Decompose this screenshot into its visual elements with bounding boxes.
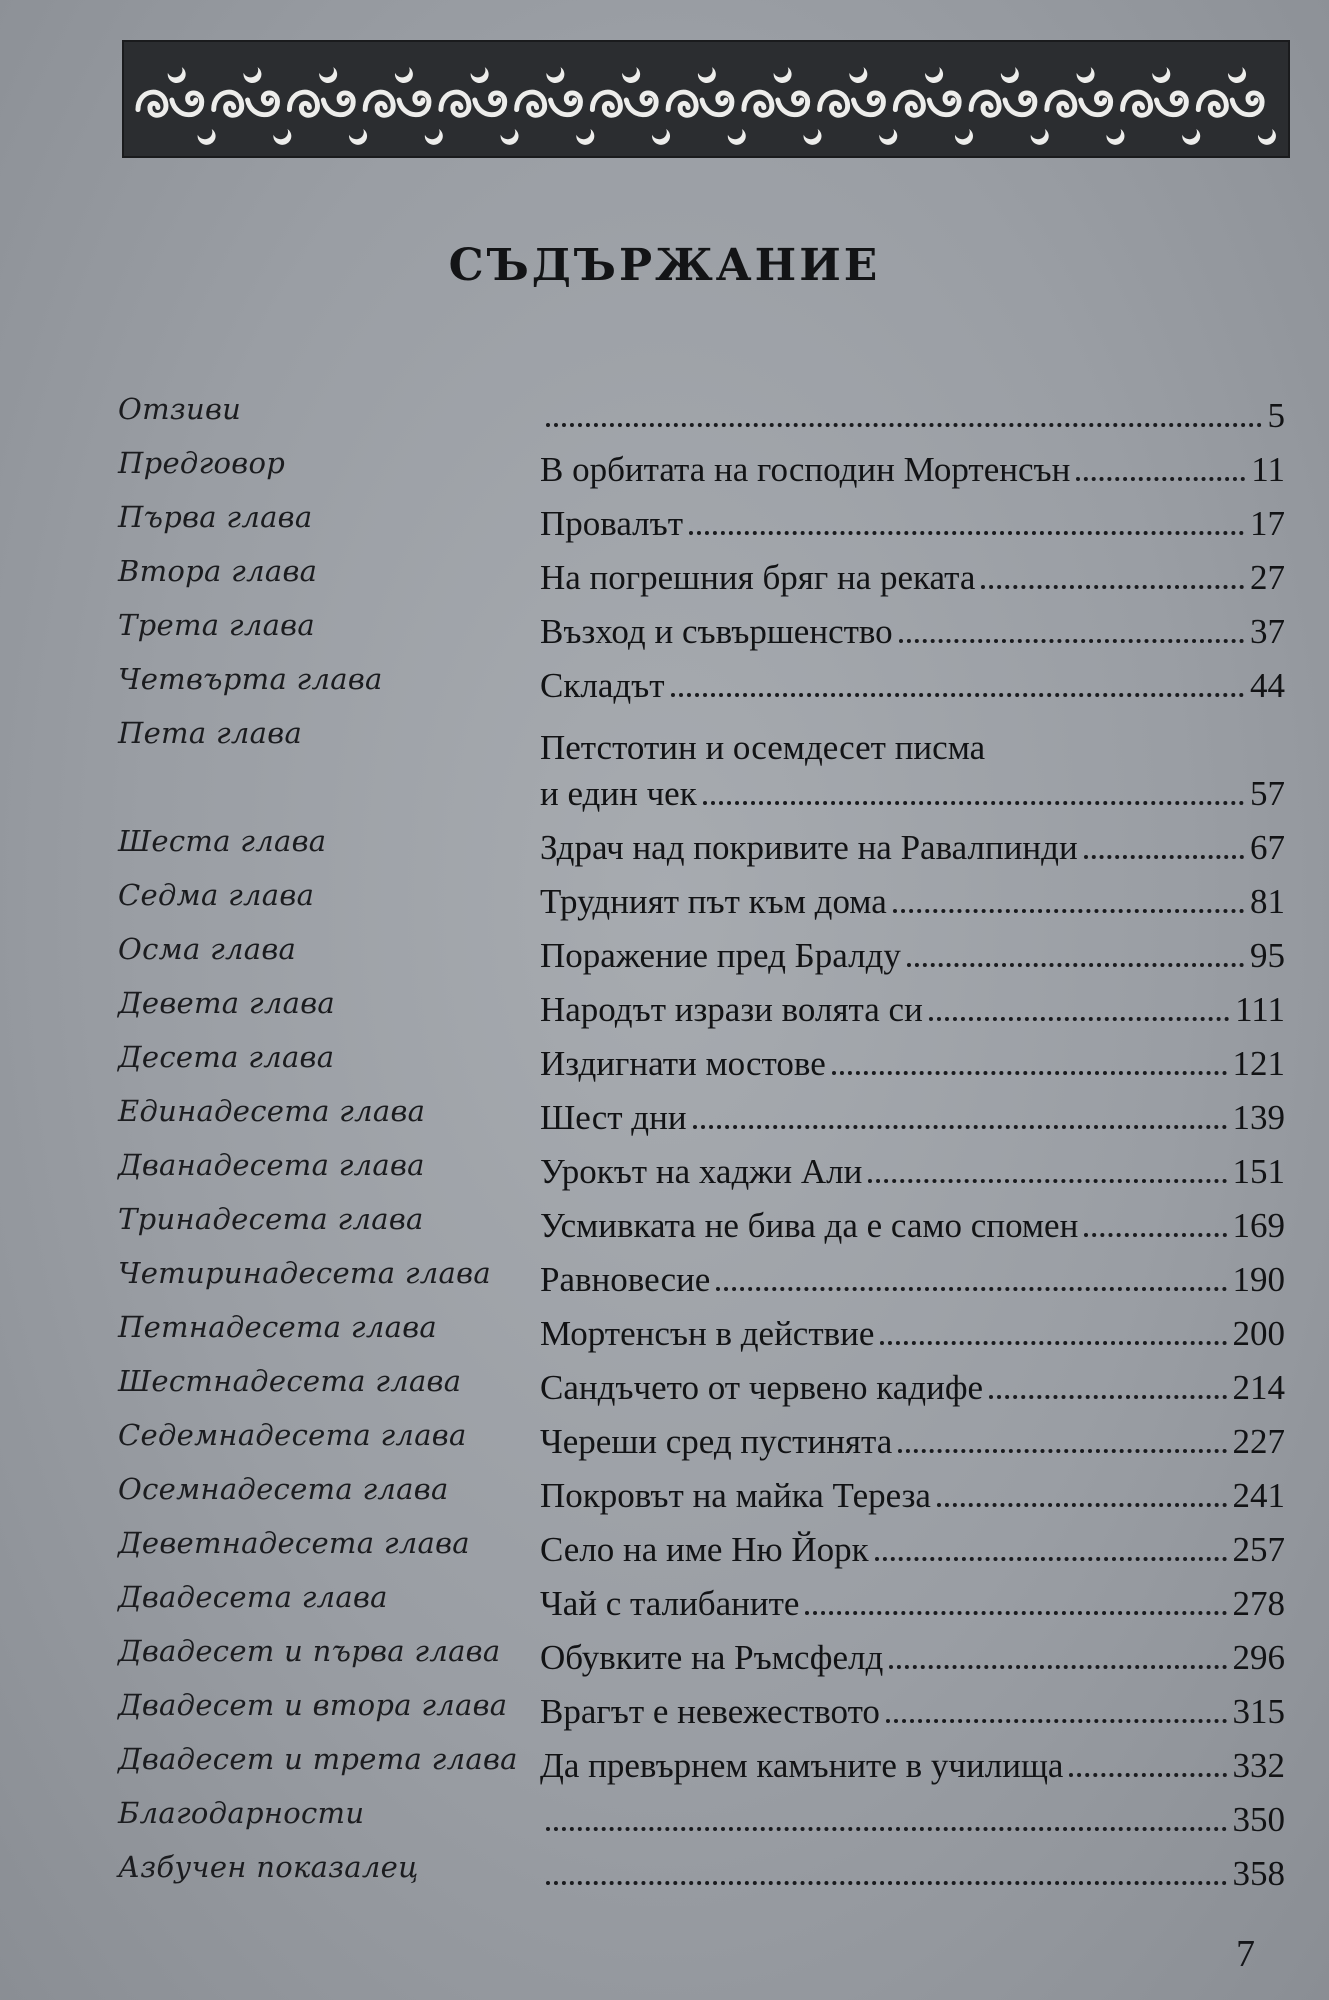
dot-leader bbox=[907, 963, 1244, 967]
dot-leader bbox=[703, 801, 1244, 805]
toc-page-number: 11 bbox=[1251, 450, 1285, 489]
toc-entry bbox=[540, 1632, 1285, 1678]
dot-leader bbox=[805, 1611, 1226, 1615]
toc-chapter-label: Двадесет и втора глава bbox=[118, 1688, 508, 1722]
toc-row bbox=[0, 1358, 1329, 1412]
toc-entry-title: Здрач над покривите на Равалпинди bbox=[540, 828, 1078, 867]
toc-entry-title: Провалът bbox=[540, 504, 684, 543]
toc-row bbox=[0, 1790, 1329, 1844]
dot-leader bbox=[546, 1827, 1227, 1831]
toc-entry bbox=[540, 1416, 1285, 1462]
toc-page-number: 17 bbox=[1250, 504, 1285, 543]
toc-row bbox=[0, 656, 1329, 710]
toc-chapter-label: Двадесета глава bbox=[118, 1580, 388, 1614]
toc-page-number: 315 bbox=[1232, 1692, 1285, 1731]
toc-entry-title-line1: Петстотин и осемдесет писма bbox=[540, 728, 986, 767]
toc-row bbox=[0, 386, 1329, 440]
toc-row bbox=[0, 1088, 1329, 1142]
dot-leader bbox=[929, 1017, 1229, 1021]
toc-page-number: 350 bbox=[1232, 1800, 1285, 1839]
toc-row bbox=[0, 1142, 1329, 1196]
toc-page-number: 332 bbox=[1232, 1746, 1285, 1785]
toc-row bbox=[0, 1034, 1329, 1088]
toc-entry bbox=[540, 1200, 1285, 1246]
toc-chapter-label: Втора глава bbox=[118, 554, 318, 588]
toc-page-number: 200 bbox=[1232, 1314, 1285, 1353]
toc-entry bbox=[540, 1740, 1285, 1786]
toc-entry-title: Сандъчето от червено кадифе bbox=[540, 1368, 984, 1407]
toc-entry-title: Чай с талибаните bbox=[540, 1584, 800, 1623]
page-title: СЪДЪРЖАНИЕ bbox=[448, 240, 881, 291]
toc-chapter-label: Благодарности bbox=[118, 1796, 365, 1830]
toc-chapter-label: Седма глава bbox=[118, 878, 315, 912]
toc-entry bbox=[540, 660, 1285, 706]
toc-row bbox=[0, 1628, 1329, 1682]
dot-leader bbox=[1084, 1233, 1226, 1237]
toc-page-number: 37 bbox=[1250, 612, 1285, 651]
toc-entry bbox=[540, 1470, 1285, 1516]
toc-entry-title: Шест дни bbox=[540, 1098, 687, 1137]
toc-page-number: 5 bbox=[1267, 396, 1285, 435]
toc-page-number: 151 bbox=[1232, 1152, 1285, 1191]
toc-page-number: 190 bbox=[1232, 1260, 1285, 1299]
toc-row bbox=[0, 1844, 1329, 1898]
toc-entry-title: Покровът на майка Тереза bbox=[540, 1476, 931, 1515]
dot-leader bbox=[898, 1449, 1226, 1453]
toc-row bbox=[0, 602, 1329, 656]
toc-row bbox=[0, 1196, 1329, 1250]
page-number: 7 bbox=[1236, 1933, 1255, 1975]
dot-leader bbox=[689, 531, 1244, 535]
toc-row bbox=[0, 710, 1329, 818]
toc-entry bbox=[540, 1362, 1285, 1408]
toc-entry bbox=[540, 930, 1285, 976]
toc-entry bbox=[540, 498, 1285, 544]
toc-chapter-label: Десета глава bbox=[118, 1040, 335, 1074]
toc-entry bbox=[540, 1848, 1285, 1894]
dot-leader bbox=[1076, 477, 1245, 481]
dot-leader bbox=[886, 1719, 1227, 1723]
toc-row bbox=[0, 1304, 1329, 1358]
dot-leader bbox=[880, 1341, 1226, 1345]
toc-entry bbox=[540, 1038, 1285, 1084]
toc-chapter-label: Четиринадесета глава bbox=[118, 1256, 491, 1290]
toc-page-number: 358 bbox=[1232, 1854, 1285, 1893]
toc-entry-title: Обувките на Ръмсфелд bbox=[540, 1638, 884, 1677]
toc-entry-title: Усмивката не бива да е само спомен bbox=[540, 1206, 1079, 1245]
toc-row bbox=[0, 1736, 1329, 1790]
toc-entry-title: Мортенсън в действие bbox=[540, 1314, 875, 1353]
toc-page-number: 227 bbox=[1232, 1422, 1285, 1461]
toc-entry bbox=[540, 1092, 1285, 1138]
toc-chapter-label: Осма глава bbox=[118, 932, 297, 966]
toc-row bbox=[0, 980, 1329, 1034]
toc-page-number: 95 bbox=[1250, 936, 1285, 975]
toc-page-number: 27 bbox=[1250, 558, 1285, 597]
toc-entry-title: Урокът на хаджи Али bbox=[540, 1152, 863, 1191]
toc-row bbox=[0, 1682, 1329, 1736]
toc-entry bbox=[540, 1524, 1285, 1570]
toc-chapter-label: Шестнадесета глава bbox=[118, 1364, 462, 1398]
dot-leader bbox=[981, 585, 1244, 589]
toc-row bbox=[0, 818, 1329, 872]
toc-entry-title: Равновесие bbox=[540, 1260, 711, 1299]
dot-leader bbox=[868, 1179, 1226, 1183]
toc-chapter-label: Седемнадесета глава bbox=[118, 1418, 467, 1452]
toc-row bbox=[0, 1250, 1329, 1304]
toc-entry-title: Трудният път към дома bbox=[540, 882, 887, 921]
toc-chapter-label: Предговор bbox=[118, 446, 286, 480]
dot-leader bbox=[832, 1071, 1227, 1075]
toc-entry-title: Село на име Ню Йорк bbox=[540, 1530, 869, 1569]
toc-page-number: 278 bbox=[1232, 1584, 1285, 1623]
toc-chapter-label: Двадесет и първа глава bbox=[118, 1634, 501, 1668]
dot-leader bbox=[693, 1125, 1227, 1129]
toc-chapter-label: Първа глава bbox=[118, 500, 313, 534]
dot-leader bbox=[899, 639, 1244, 643]
toc-page-number: 81 bbox=[1250, 882, 1285, 921]
toc-row bbox=[0, 440, 1329, 494]
dot-leader bbox=[1069, 1773, 1226, 1777]
toc-page-number: 121 bbox=[1232, 1044, 1285, 1083]
toc-entry bbox=[540, 1686, 1285, 1732]
toc-entry bbox=[540, 444, 1285, 490]
toc-entry-title: Поражение пред Бралду bbox=[540, 936, 901, 975]
toc-entry bbox=[540, 984, 1285, 1030]
toc-entry bbox=[540, 714, 1285, 814]
toc-chapter-label: Деветнадесета глава bbox=[118, 1526, 470, 1560]
toc-entry-title: Възход и съвършенство bbox=[540, 612, 893, 651]
toc-entry bbox=[540, 1308, 1285, 1354]
dot-leader bbox=[716, 1287, 1226, 1291]
toc-row bbox=[0, 1520, 1329, 1574]
dot-leader bbox=[989, 1395, 1226, 1399]
toc-page-number: 257 bbox=[1232, 1530, 1285, 1569]
toc-entry-title: Череши сред пустинята bbox=[540, 1422, 893, 1461]
toc-entry-title: Издигнати мостове bbox=[540, 1044, 826, 1083]
dot-leader bbox=[893, 909, 1244, 913]
toc-chapter-label: Шеста глава bbox=[118, 824, 327, 858]
dot-leader bbox=[937, 1503, 1227, 1507]
toc-chapter-label: Петнадесета глава bbox=[118, 1310, 437, 1344]
dot-leader bbox=[889, 1665, 1226, 1669]
toc-page-number: 111 bbox=[1235, 990, 1285, 1029]
toc-entry-title: Врагът е невежеството bbox=[540, 1692, 880, 1731]
toc-entry bbox=[540, 876, 1285, 922]
toc-row bbox=[0, 548, 1329, 602]
toc-row bbox=[0, 872, 1329, 926]
toc-entry-title: Народът изрази волята си bbox=[540, 990, 923, 1029]
toc-page-number: 296 bbox=[1232, 1638, 1285, 1677]
toc-row bbox=[0, 926, 1329, 980]
toc-entry bbox=[540, 1578, 1285, 1624]
toc-page-number: 57 bbox=[1250, 774, 1285, 813]
toc-entry bbox=[540, 1254, 1285, 1300]
dot-leader bbox=[875, 1557, 1227, 1561]
toc-entry bbox=[540, 1794, 1285, 1840]
toc-entry-title: Да превърнем камъните в училища bbox=[540, 1746, 1064, 1785]
toc-chapter-label: Трета глава bbox=[118, 608, 315, 642]
toc-row bbox=[0, 1466, 1329, 1520]
toc-chapter-label: Дванадесета глава bbox=[118, 1148, 425, 1182]
dot-leader bbox=[671, 693, 1244, 697]
toc-page-number: 169 bbox=[1232, 1206, 1285, 1245]
toc-chapter-label: Четвърта глава bbox=[118, 662, 383, 696]
toc-chapter-label: Девета глава bbox=[118, 986, 335, 1020]
toc-entry-title: Складът bbox=[540, 666, 665, 705]
toc-entry bbox=[540, 552, 1285, 598]
toc-entry bbox=[540, 390, 1285, 436]
dot-leader bbox=[546, 1881, 1227, 1885]
dot-leader bbox=[546, 423, 1262, 427]
toc-chapter-label: Отзиви bbox=[118, 392, 242, 426]
toc-entry bbox=[540, 822, 1285, 868]
toc-chapter-label: Пета глава bbox=[118, 716, 303, 750]
toc-page-number: 44 bbox=[1250, 666, 1285, 705]
toc-entry bbox=[540, 606, 1285, 652]
toc-page-number: 241 bbox=[1232, 1476, 1285, 1515]
toc-entry-title: В орбитата на господин Мортенсън bbox=[540, 450, 1071, 489]
toc-chapter-label: Единадесета глава bbox=[118, 1094, 426, 1128]
dot-leader bbox=[1084, 855, 1244, 859]
toc-chapter-label: Осемнадесета глава bbox=[118, 1472, 449, 1506]
toc-chapter-label: Азбучен показалец bbox=[118, 1850, 419, 1884]
toc-row bbox=[0, 1412, 1329, 1466]
toc-chapter-label: Тринадесета глава bbox=[118, 1202, 424, 1236]
toc-entry-title: На погрешния бряг на реката bbox=[540, 558, 976, 597]
toc-page-number: 214 bbox=[1232, 1368, 1285, 1407]
toc-entry bbox=[540, 1146, 1285, 1192]
toc-row bbox=[0, 494, 1329, 548]
toc-page-number: 139 bbox=[1232, 1098, 1285, 1137]
toc-chapter-label: Двадесет и трета глава bbox=[118, 1742, 518, 1776]
toc-page-number: 67 bbox=[1250, 828, 1285, 867]
toc-entry-title: и един чек bbox=[540, 774, 697, 813]
toc-row bbox=[0, 1574, 1329, 1628]
